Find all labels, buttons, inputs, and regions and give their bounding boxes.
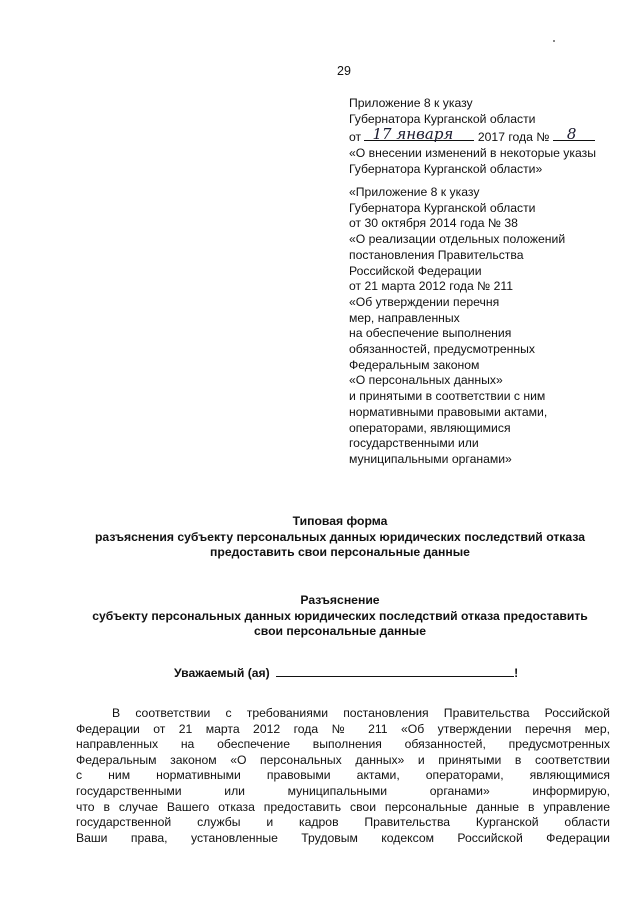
form-title [70, 514, 610, 561]
quote-line: Губернатора Курганской области [349, 200, 536, 215]
quote-line: «О реализации отдельных положений [349, 232, 566, 247]
greeting-line [174, 664, 518, 680]
form-title-line-3: предоставить свои персональные данные [210, 545, 470, 560]
explanation-title-line-3: свои персональные данные [254, 624, 426, 639]
quote-line: обязанностей, предусмотренных [349, 342, 535, 357]
annex-line-1: Приложение 8 к указу [349, 96, 473, 110]
quote-line: постановления Правительства [349, 247, 524, 262]
annex-date-line [349, 124, 596, 146]
body-line: Ваши права, установленные Трудовым кодексом Российской Федерации [76, 830, 610, 845]
greeting-label: Уважаемый (ая) [174, 666, 270, 680]
quote-line: муниципальными органами» [349, 451, 512, 466]
quote-line: нормативными правовыми актами, [349, 404, 548, 419]
quote-line: «О персональных данных» [349, 373, 503, 388]
quote-line: от 30 октября 2014 года № 38 [349, 216, 518, 231]
quote-line: государственными или [349, 436, 479, 451]
annex-line-5: Губернатора Курганской области» [349, 161, 543, 176]
body-line: с ним нормативными правовыми актами, операторами, являющимися [76, 768, 610, 783]
quote-line: и принятыми в соответствии с ним [349, 389, 546, 404]
explanation-title-line-1: Разъяснение [300, 593, 380, 607]
handwritten-number: 8 [566, 124, 577, 143]
body-line: направленных на обеспечение выполнения обязанностей, предусмотренных [76, 737, 610, 752]
number-fill-line [553, 124, 595, 143]
annex-date-prefix: от [349, 130, 362, 145]
quote-line: «Приложение 8 к указу [349, 185, 480, 199]
quote-line: на обеспечение выполнения [349, 326, 512, 341]
body-line: Федеральным законом «О персональных данных» и принятыми в соответствии [76, 752, 610, 767]
body-line: государственной службы и кадров Правительства Курганской области [76, 815, 610, 830]
quote-line: «Об утверждении перечня [349, 294, 500, 309]
body-line: что в случае Вашего отказа предоставить свои персональные данные в управление [76, 799, 610, 814]
page-number: 29 [337, 64, 351, 78]
greeting-end: ! [514, 666, 519, 680]
date-fill-line [364, 124, 474, 143]
explanation-title [70, 593, 610, 640]
body-paragraph [76, 706, 610, 846]
quote-line: Российской Федерации [349, 263, 482, 278]
annex-header [349, 96, 596, 178]
annex-line-2: Губернатора Курганской области [349, 111, 536, 126]
scan-speck [553, 40, 555, 42]
body-line: Федерации от 21 марта 2012 года № 211 «Об утверждении перечня мер, [76, 721, 610, 736]
handwritten-date: 17 января [372, 124, 454, 143]
quoted-annex-header [349, 185, 565, 468]
body-line: В соответствии с требованиями постановления Правительства Российской [112, 706, 610, 720]
quote-line: от 21 марта 2012 года № 211 [349, 279, 514, 294]
quote-line: операторами, являющимися [349, 420, 511, 435]
quote-line: мер, направленных [349, 310, 460, 325]
form-title-line-2: разъяснения субъекту персональных данных юридических последствий отказа [94, 529, 586, 544]
quote-line: Федеральным законом [349, 357, 480, 372]
annex-line-4: «О внесении изменений в некоторые указы [349, 146, 596, 161]
form-title-line-1: Типовая форма [292, 514, 388, 528]
recipient-name-blank[interactable] [276, 664, 514, 677]
annex-date-suffix: 2017 года № [477, 130, 550, 145]
body-line: государственными или муниципальными органами» информирую, [76, 783, 610, 798]
explanation-title-line-2: субъекту персональных данных юридических последствий отказа предоставить [92, 608, 588, 623]
